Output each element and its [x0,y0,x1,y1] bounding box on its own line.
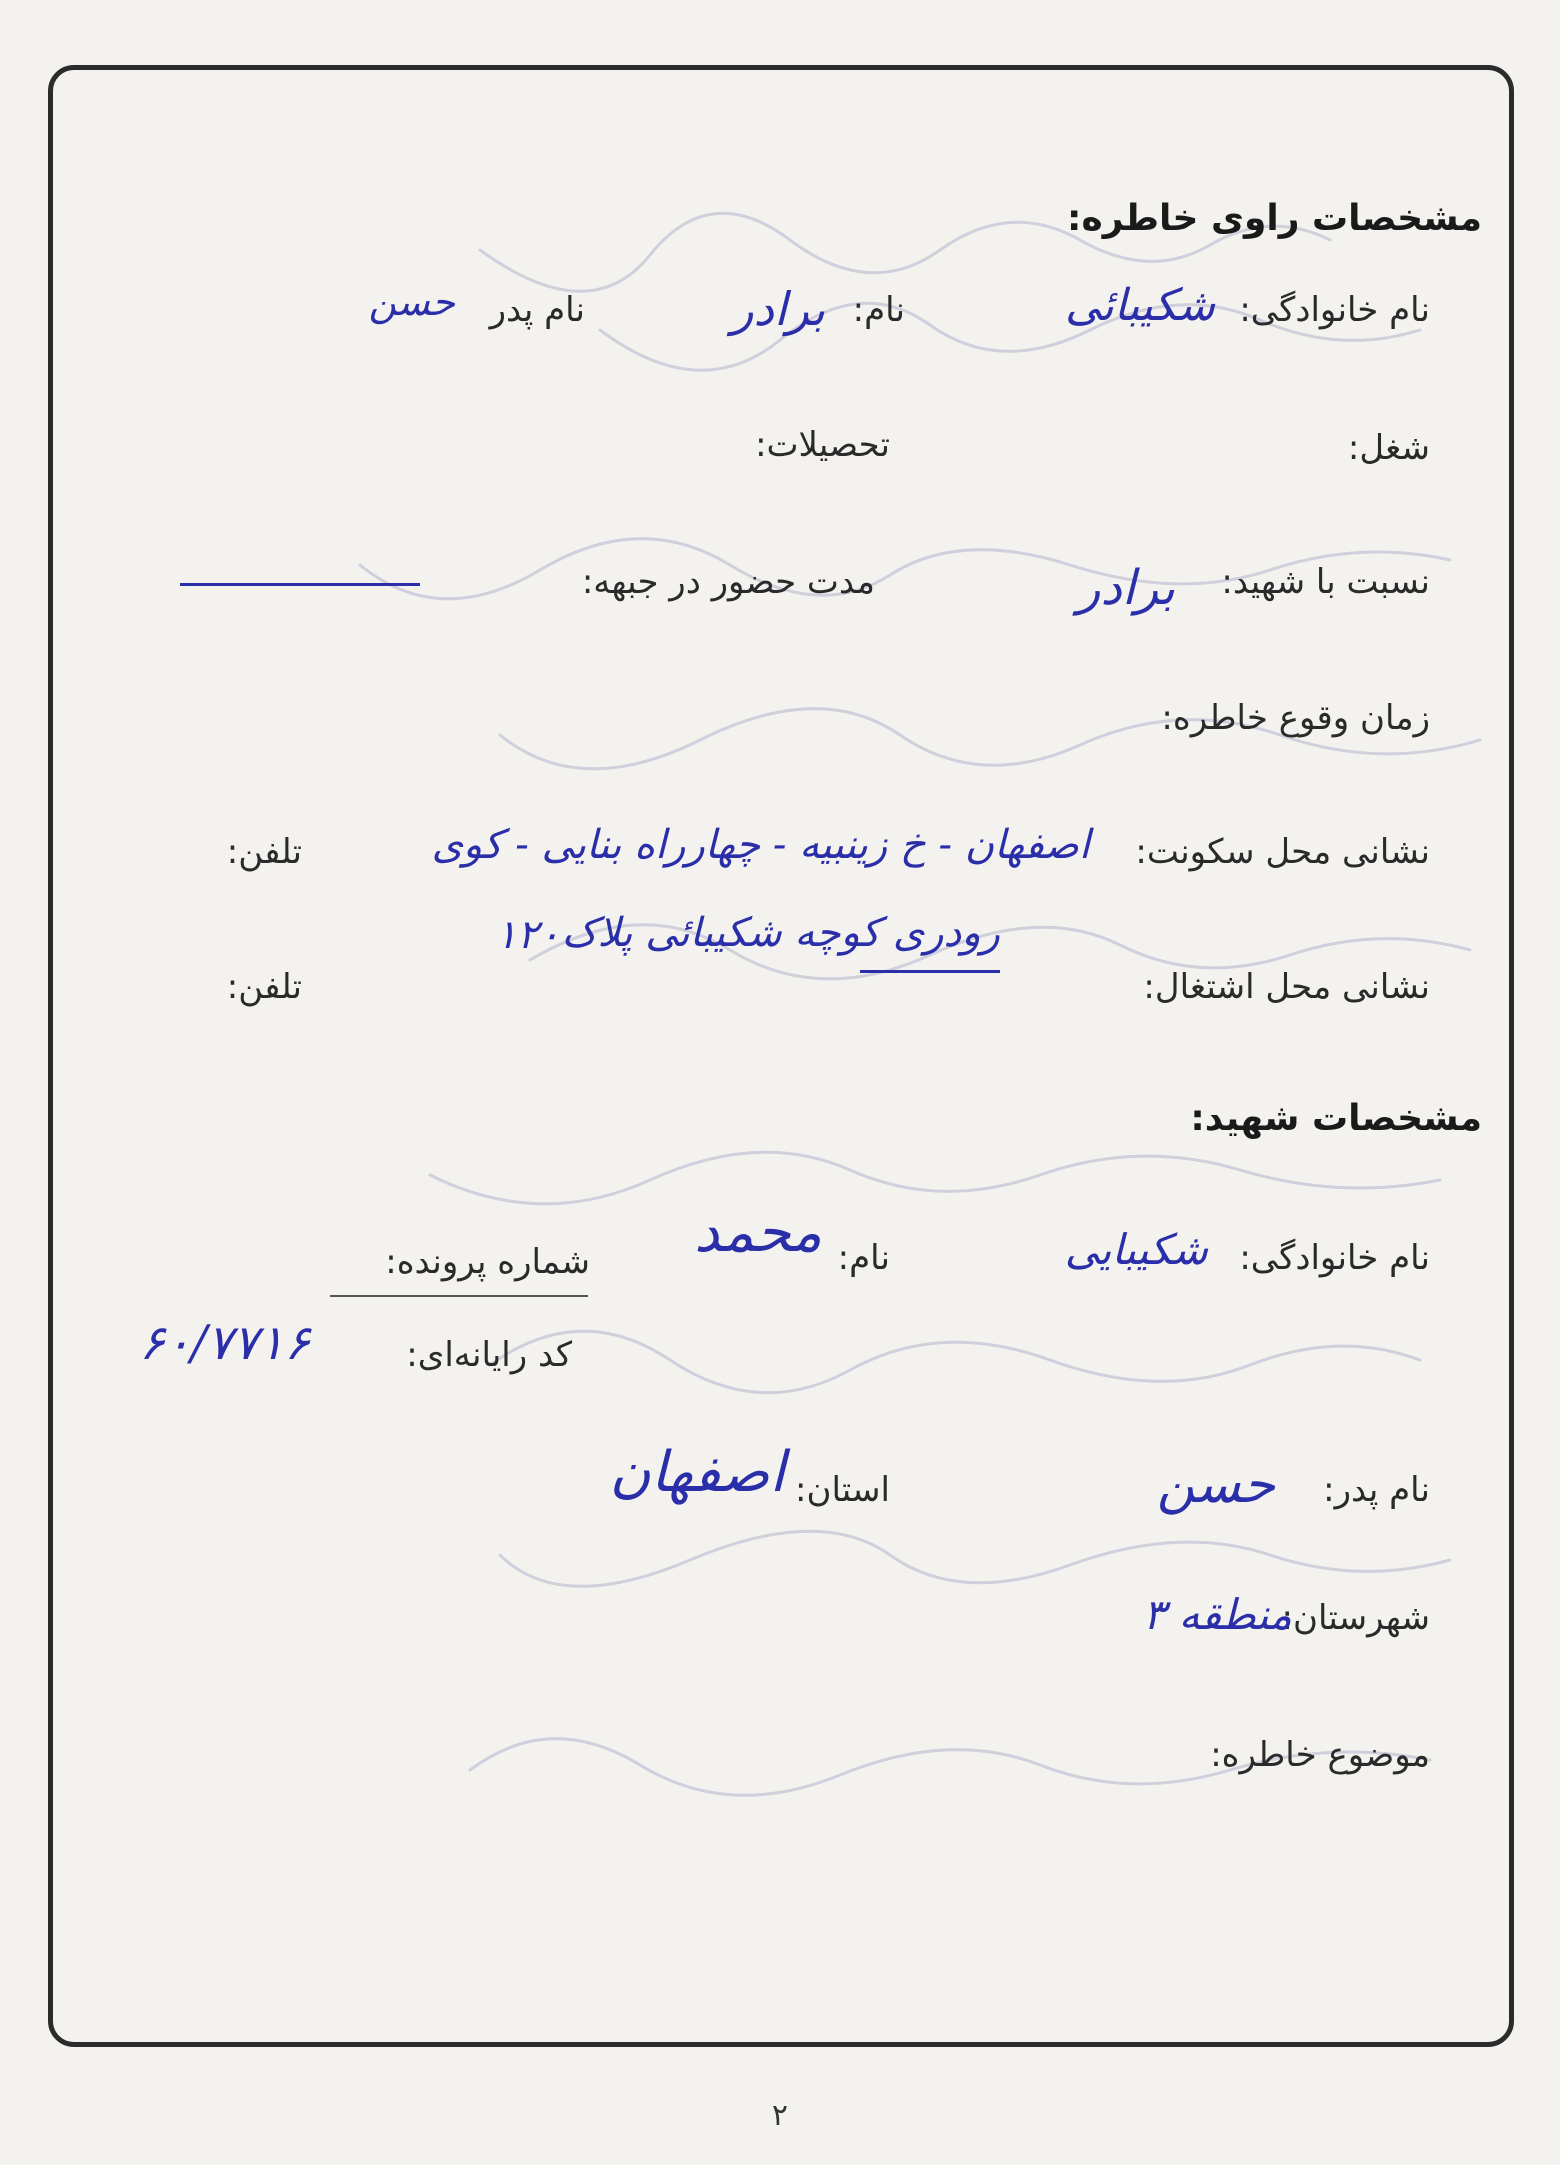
file-number-line [330,1295,588,1297]
narrator-name-value: برادر [731,282,825,336]
narrator-family-value: شکیبائی [1064,280,1215,331]
front-duration-dash [180,583,420,586]
city-label: شهرستان: [1281,1598,1430,1638]
phone-label-2: تلفن: [226,967,302,1007]
work-address-label: نشانی محل اشتغال: [1143,967,1430,1007]
plaque-underline [860,970,1000,973]
residence-address-plaque: ۱۲۰ [495,912,560,958]
narrator-name-label: نام: [852,290,905,330]
phone-label-1: تلفن: [226,832,302,872]
martyr-father-value: حسن [1156,1455,1275,1515]
province-value: اصفهان [609,1440,785,1505]
memory-time-label: زمان وقوع خاطره: [1161,698,1430,738]
martyr-family-value: شکیبایی [1064,1225,1208,1274]
front-duration-label: مدت حضور در جبهه: [581,562,875,602]
province-label: استان: [795,1470,890,1510]
computer-code-value: ۶۰/۷۷۱۶ [139,1315,310,1371]
martyr-father-label: نام پدر: [1323,1470,1430,1510]
narrator-section-title: مشخصات راوی خاطره: [1067,198,1482,239]
narrator-family-label: نام خانوادگی: [1239,290,1430,330]
narrator-father-value: حسن [368,280,455,324]
martyr-family-label: نام خانوادگی: [1239,1238,1430,1278]
page-number: ۲ [771,2098,788,2133]
memory-topic-label: موضوع خاطره: [1210,1735,1430,1775]
education-label: تحصیلات: [755,425,890,465]
job-label: شغل: [1347,428,1430,468]
residence-address-line2: رودری کوچه شکیبائی پلاک [561,910,1000,956]
file-number-label: شماره پرونده: [385,1242,590,1282]
martyr-name-value: محمد [694,1200,822,1265]
residence-address-line1: اصفهان - خ زینبیه - چهارراه بنایی - کوی [431,822,1090,868]
city-value: منطقه ۳ [1142,1590,1292,1639]
relation-label: نسبت با شهید: [1221,562,1430,602]
martyr-name-label: نام: [837,1238,890,1278]
martyr-section-title: مشخصات شهید: [1190,1098,1482,1139]
narrator-father-label: نام پدر [489,290,585,330]
residence-address-label: نشانی محل سکونت: [1135,832,1430,872]
relation-value: برادر [1077,560,1175,616]
computer-code-label: کد رایانه‌ای: [406,1335,572,1375]
